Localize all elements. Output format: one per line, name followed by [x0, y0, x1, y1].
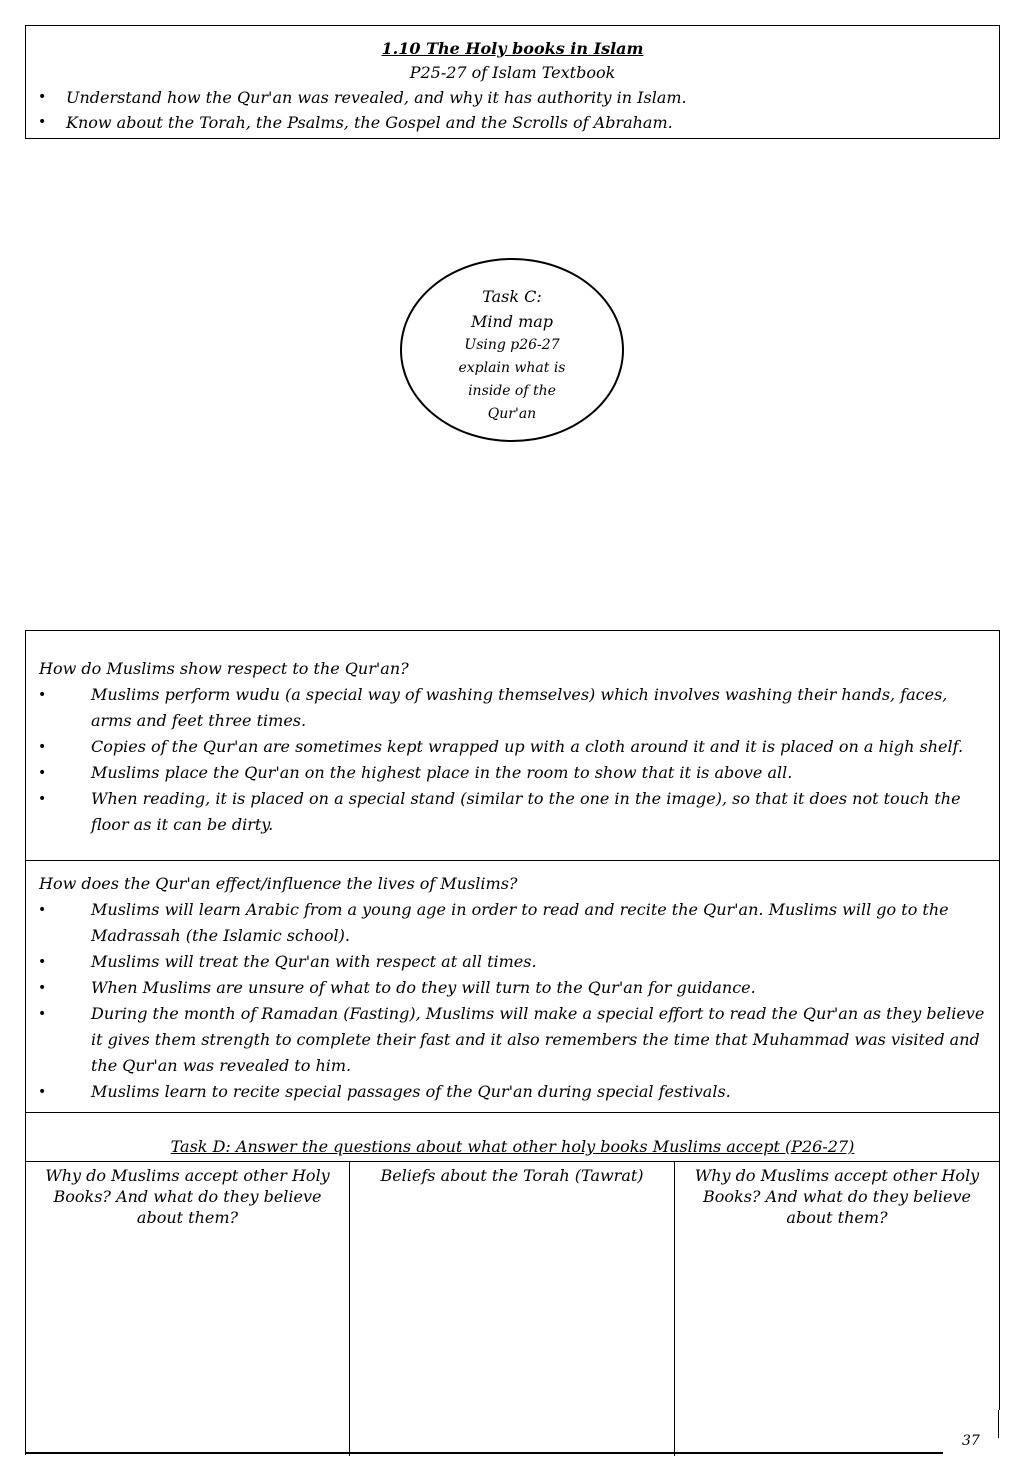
column-heading: Beliefs about the Torah (Tawrat): [380, 1166, 644, 1185]
bullet-icon: •: [38, 114, 47, 130]
right-border-stub: [998, 1410, 999, 1438]
point-text: Muslims perform wudu (a special way of washing themselves) which involves washing their hands, faces, arms and feet three times.: [91, 685, 948, 730]
task-c-instruction-line: explain what is: [458, 360, 566, 376]
respect-section: [25, 630, 1000, 861]
bullet-icon: •: [38, 1006, 47, 1022]
list-item: [26, 897, 999, 949]
task-c-instruction-line: Qur'an: [487, 406, 537, 422]
point-text: Muslims will treat the Qur'an with respect at all times.: [91, 952, 537, 971]
bullet-icon: •: [38, 89, 47, 105]
objective-item: [26, 85, 999, 110]
respect-question: How do Muslims show respect to the Qur'an?: [39, 659, 409, 678]
bullet-icon: •: [38, 902, 47, 918]
task-d-title: Task D: Answer the questions about what other holy books Muslims accept (P26-27): [170, 1137, 855, 1156]
list-item: [26, 975, 999, 1001]
bottom-border-line: [25, 1452, 943, 1454]
list-item: [26, 1001, 999, 1079]
effect-section: [25, 860, 1000, 1113]
header-box: [25, 25, 1000, 139]
bullet-icon: •: [38, 954, 47, 970]
page-number: 37: [962, 1433, 980, 1449]
point-text: Copies of the Qur'an are sometimes kept wrapped up with a cloth around it and it is placed on a high shelf.: [91, 737, 964, 756]
page-title: 1.10 The Holy books in Islam: [381, 39, 644, 58]
point-text: When Muslims are unsure of what to do they will turn to the Qur'an for guidance.: [91, 978, 756, 997]
list-item: [26, 734, 999, 760]
list-item: [26, 760, 999, 786]
bullet-icon: •: [38, 791, 47, 807]
effect-points-list: [26, 897, 999, 1105]
bullet-icon: •: [38, 980, 47, 996]
page-subtitle: P25-27 of Islam Textbook: [409, 63, 616, 82]
bullet-icon: •: [38, 1084, 47, 1100]
effect-question: How does the Qur'an effect/influence the lives of Muslims?: [39, 874, 518, 893]
task-d-answer-column-2[interactable]: [350, 1161, 675, 1456]
list-item: [26, 786, 999, 838]
task-c-heading: Mind map: [470, 312, 554, 331]
task-c-label: Task C:: [482, 287, 542, 306]
list-item: [26, 949, 999, 975]
point-text: Muslims will learn Arabic from a young age in order to read and recite the Qur'an. Muslims will go to the Madrassah (the Islamic school).: [91, 900, 949, 945]
objective-text: Know about the Torah, the Psalms, the Gospel and the Scrolls of Abraham.: [66, 113, 673, 132]
point-text: During the month of Ramadan (Fasting), Muslims will make a special effort to read the Qur'an as they believe it gives them strength to complete their fast and it also remembers the time that Muhammad was visited and the Qur'an was revealed to him.: [91, 1004, 985, 1075]
task-c-mind-map-bubble: [400, 258, 624, 442]
objective-item: [26, 110, 999, 135]
task-d-answer-column-1[interactable]: [26, 1161, 350, 1456]
objectives-list: [26, 85, 999, 135]
list-item: [26, 682, 999, 734]
point-text: Muslims learn to recite special passages of the Qur'an during special festivals.: [91, 1082, 731, 1101]
task-d-section: [25, 1112, 1000, 1455]
bullet-icon: •: [38, 739, 47, 755]
objective-text: Understand how the Qur'an was revealed, and why it has authority in Islam.: [66, 88, 687, 107]
column-heading: Why do Muslims accept other Holy Books? And what do they believe about them?: [694, 1166, 980, 1227]
task-c-instruction-line: inside of the: [468, 383, 556, 399]
point-text: Muslims place the Qur'an on the highest place in the room to show that it is above all.: [91, 763, 793, 782]
bullet-icon: •: [38, 687, 47, 703]
column-heading: Why do Muslims accept other Holy Books? And what do they believe about them?: [45, 1166, 330, 1227]
point-text: When reading, it is placed on a special stand (similar to the one in the image), so that it does not touch the floor as it can be dirty.: [91, 789, 961, 834]
bullet-icon: •: [38, 765, 47, 781]
list-item: [26, 1079, 999, 1105]
task-c-instruction-line: Using p26-27: [464, 337, 560, 353]
respect-points-list: [26, 682, 999, 838]
